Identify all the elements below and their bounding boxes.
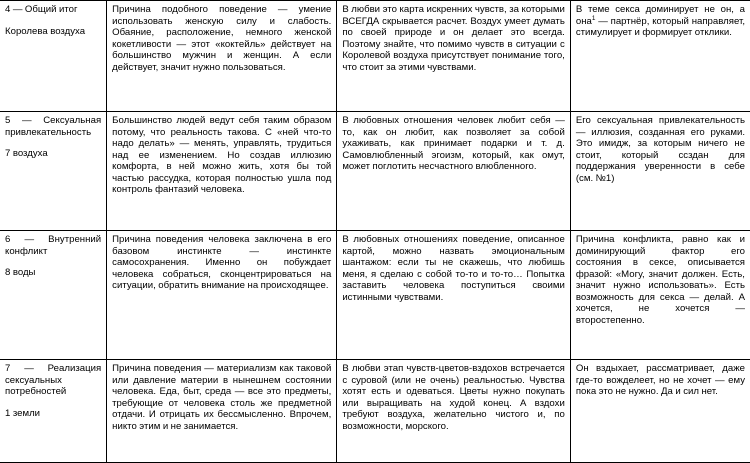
row-cause-cell bbox=[107, 1, 337, 112]
row-sex-cell bbox=[570, 360, 750, 463]
row-label-cell bbox=[0, 112, 107, 231]
sex-text bbox=[576, 4, 745, 39]
row-sex-cell bbox=[570, 231, 750, 360]
sex-text: Причина конфликта, равно как и доминирующий фактор его состояния в сексе, описывается фразой: «Могу, значит должен. Есть, значит нужно использовать». Есть возможность для секса — делай. А хочется, не хочется — второстепенно. bbox=[575, 234, 745, 326]
love-text: В любви это карта искренних чувств, за которыми ВСЕГДА скрывается расчет. Воздух умеет думать по своей природе и он делает это всегда. Поэтому знайте, что помимо чувств в ситуации с Королевой воздуха присутствует понимание того, что стоит за этими чувствами. bbox=[342, 4, 565, 73]
row-label-subtitle: Королева воздуха bbox=[5, 25, 86, 37]
row-love-cell bbox=[337, 1, 571, 112]
sex-text: Его сексуальная привлекательность — иллюзия, созданная его руками. Это имидж, за которым ничего не стоит, который ссздан для поддержания уверенности в себе (см. №1) bbox=[575, 115, 745, 184]
row-label-title: 7 — Реализация сексуальных потребностей bbox=[5, 363, 102, 398]
love-text: В любовных отношениях поведение, описанное картой, можно назвать эмоциональным шантажом: если ты не скажешь, что любишь меня, я сделаю с собой то-то и то-то… Попытка заставить человека поступиться своими истинными чувствами. bbox=[342, 234, 565, 303]
row-love-cell bbox=[337, 231, 571, 360]
love-text: В любовных отношения человек любит себя — то, как он любит, как позволяет за собой ухаживать, как принимает подарки и т. д. Самовлюбленный эгоизм, который, как омут, может поглотить несчастного влюбленного. bbox=[342, 115, 565, 173]
love-text: В любви этап чувств-цветов-вздохов встречается с суровой (или не очень) реальностью. Чувства хотят есть и одеваться. Цветы нужно покупать или выращивать на худой конец. А вздохи требуют воздуха, желательно чистого и, по возможности, морского. bbox=[342, 363, 565, 432]
cause-text: Причина поведения человека заключена в его базовом инстинкте — инстинкте самосохранения. Именно он побуждает человека собраться, сконцентрироваться на ситуации, обратить внимание на происходящее. bbox=[112, 234, 332, 292]
table-row bbox=[0, 231, 750, 360]
row-sex-cell bbox=[570, 112, 750, 231]
cause-text: Причина поведения — материализм как таковой или давление материи в нынешнем состоянии человека. Еда, быт, среда — все это предметы, требующие от человека столь же предметной отдачи. И отрицать их бессмысленно. Впрочем, никто этим и не занимается. bbox=[112, 363, 332, 432]
row-cause-cell bbox=[107, 360, 337, 463]
row-label-title: 4 — Общий итог bbox=[5, 4, 78, 15]
row-love-cell bbox=[337, 112, 571, 231]
row-label-title: 5 — Сексуальная привлекательность bbox=[5, 115, 102, 138]
row-cause-cell bbox=[107, 231, 337, 360]
row-cause-cell bbox=[107, 112, 337, 231]
row-label-cell bbox=[0, 231, 107, 360]
table-row bbox=[0, 112, 750, 231]
sex-text-post: — партнёр, который направляет, стимулирует и формирует отклики. bbox=[575, 15, 745, 39]
table-body bbox=[0, 1, 750, 463]
row-label-title: 6 — Внутренний конфликт bbox=[5, 234, 102, 257]
table-row bbox=[0, 1, 750, 112]
row-label-subtitle: 1 земли bbox=[5, 407, 41, 419]
row-label-cell bbox=[0, 360, 107, 463]
footnote-marker: 1 bbox=[591, 14, 596, 22]
cause-text: Большинство людей ведут себя таким образом потому, что реальность такова. С «ней что-то надо делать» — менять, управлять, трудиться над ее изменением. Но создав иллюзию комфорта, в ней можно жить, хотя бы той частью рассудка, которая полностью ушла под контроль фантазий человека. bbox=[112, 115, 332, 196]
cause-text: Причина подобного поведение — умение использовать женскую силу и слабость. Обаяние, расположение, немного женской кокетливости — этот «коктейль» действует на большинство мужчин и женщин. А если действует, значит нужно пользоваться. bbox=[112, 4, 332, 73]
table-row bbox=[0, 360, 750, 463]
row-label-cell bbox=[0, 1, 107, 112]
sex-text-pre: В теме секса доминирует не он, а она bbox=[575, 4, 745, 27]
row-label-subtitle: 8 воды bbox=[5, 267, 36, 279]
row-love-cell bbox=[337, 360, 571, 463]
sex-text: Он вздыхает, рассматривает, даже где-то вожделеет, но не хочет — ему пока это не нужно. Да и сил нет. bbox=[575, 363, 745, 398]
row-label-subtitle: 7 воздуха bbox=[5, 148, 48, 160]
row-sex-cell bbox=[570, 1, 750, 112]
